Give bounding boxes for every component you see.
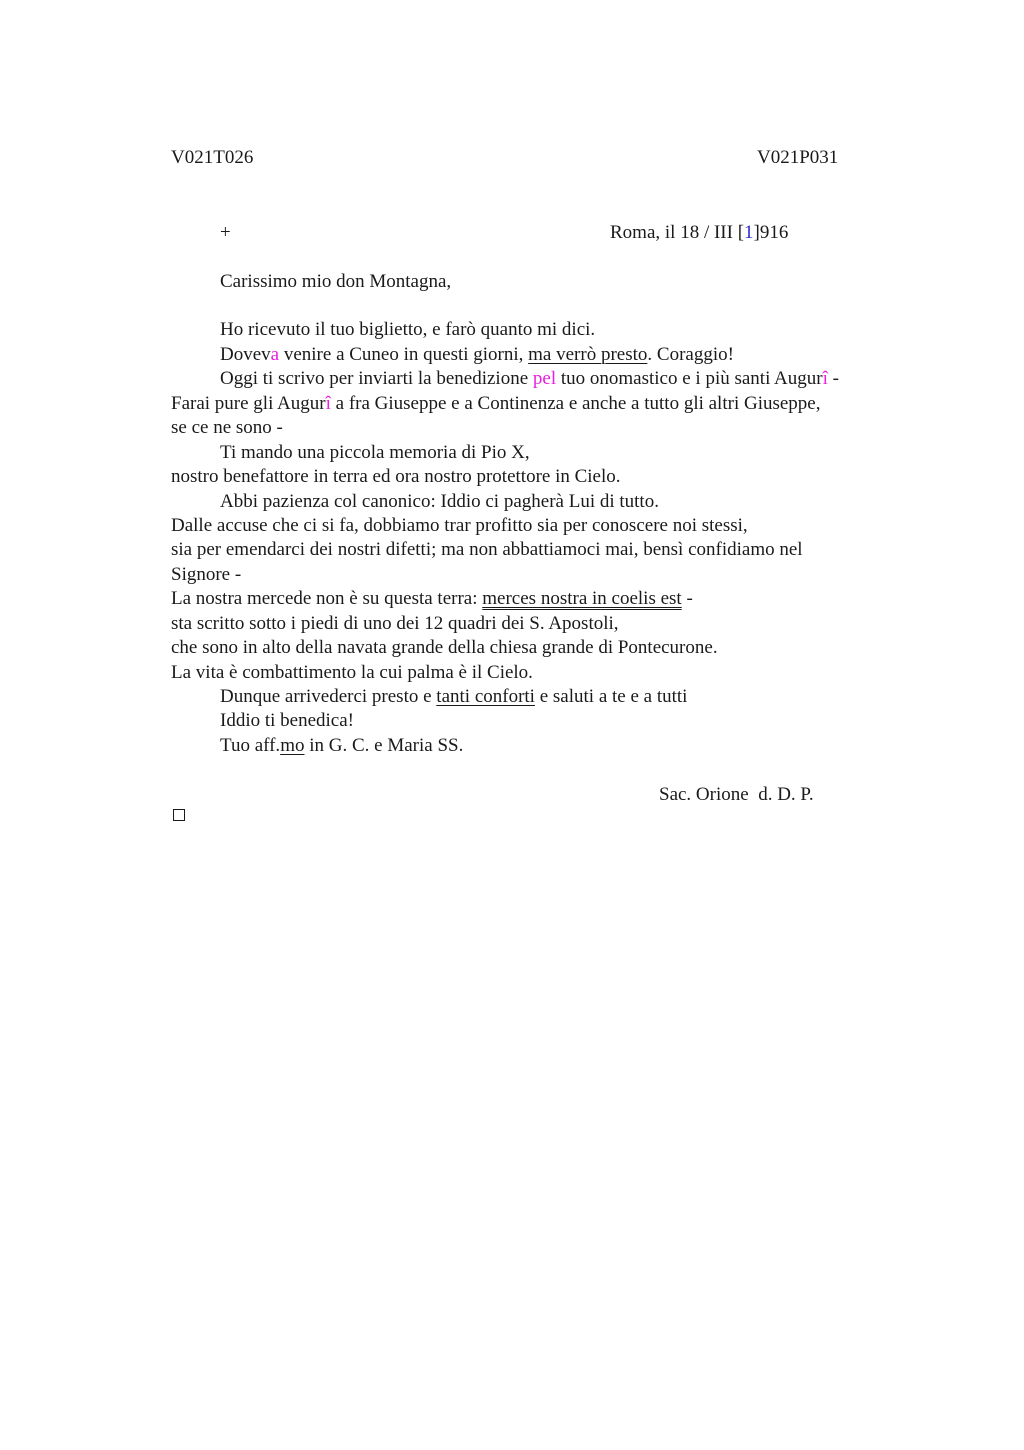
text-span: tuo onomastico e i più santi Augur	[556, 368, 823, 389]
letter-line-2	[220, 343, 734, 367]
document-code-left: V021T026	[171, 147, 254, 168]
text-span: Farai pure gli Augur	[171, 393, 326, 414]
letter-line-7: nostro benefattore in terra ed ora nostro protettore in Cielo.	[171, 466, 621, 487]
letter-line-9: Dalle accuse che ci si fa, dobbiamo trar profitto sia per conoscere noi stessi,	[171, 515, 748, 536]
text-span: Tuo aff.	[220, 735, 281, 756]
letter-line-8: Abbi pazienza col canonico: Iddio ci pagherà Lui di tutto.	[220, 491, 659, 512]
text-span: Dunque arrivederci presto e	[220, 686, 437, 707]
text-span: Dovev	[220, 344, 271, 365]
underlined-span: ma verrò presto	[528, 344, 648, 365]
highlight-span: a	[270, 344, 280, 365]
underlined-span: mo	[280, 735, 305, 756]
letter-line-13: sta scritto sotto i piedi di uno dei 12 quadri dei S. Apostoli,	[171, 613, 619, 634]
letter-line-18	[220, 734, 463, 758]
signature: Sac. Orione d. D. P.	[659, 784, 814, 805]
checkbox-square-icon	[173, 809, 185, 821]
letter-line-4	[171, 392, 820, 416]
letter-line-1: Ho ricevuto il tuo biglietto, e farò quanto mi dici.	[220, 319, 596, 340]
letter-line-12	[171, 587, 693, 611]
place-date-digit: 1	[744, 222, 754, 243]
letter-line-11: Signore -	[171, 564, 242, 585]
letter-line-10: sia per emendarci dei nostri difetti; ma non abbattiamoci mai, bensì confidiamo nel	[171, 539, 803, 560]
place-date-suffix: ]916	[753, 222, 789, 243]
text-span: -	[827, 368, 839, 389]
place-date	[610, 221, 788, 245]
highlight-span: î	[325, 393, 331, 414]
text-span: in G. C. e Maria SS.	[304, 735, 464, 756]
text-span: Oggi ti scrivo per inviarti la benedizione	[220, 368, 533, 389]
letter-line-5: se ce ne sono -	[171, 417, 283, 438]
letter-line-6: Ti mando una piccola memoria di Pio X,	[220, 442, 530, 463]
highlight-span: î	[822, 368, 828, 389]
cross-mark: +	[220, 222, 231, 243]
salutation: Carissimo mio don Montagna,	[220, 271, 452, 292]
highlight-span: pel	[532, 368, 557, 389]
letter-line-15: La vita è combattimento la cui palma è il Cielo.	[171, 662, 533, 683]
underlined-span: tanti conforti	[436, 686, 535, 707]
letter-line-3	[220, 367, 839, 391]
letter-line-16	[220, 685, 687, 709]
text-span: La nostra mercede non è su questa terra:	[171, 588, 483, 609]
document-code-right: V021P031	[757, 147, 839, 168]
letter-line-17: Iddio ti benedica!	[220, 710, 355, 731]
letter-line-14: che sono in alto della navata grande della chiesa grande di Pontecurone.	[171, 637, 718, 658]
text-span: -	[681, 588, 693, 609]
text-span: e saluti a te e a tutti	[534, 686, 688, 707]
text-span: . Coraggio!	[647, 344, 734, 365]
text-span: a fra Giuseppe e a Continenza e anche a tutto gli altri Giuseppe,	[330, 393, 821, 414]
double-underlined-span: merces nostra in coelis est	[482, 588, 682, 609]
text-span: venire a Cuneo in questi giorni,	[279, 344, 529, 365]
place-date-prefix: Roma, il 18 / III [	[610, 222, 745, 243]
